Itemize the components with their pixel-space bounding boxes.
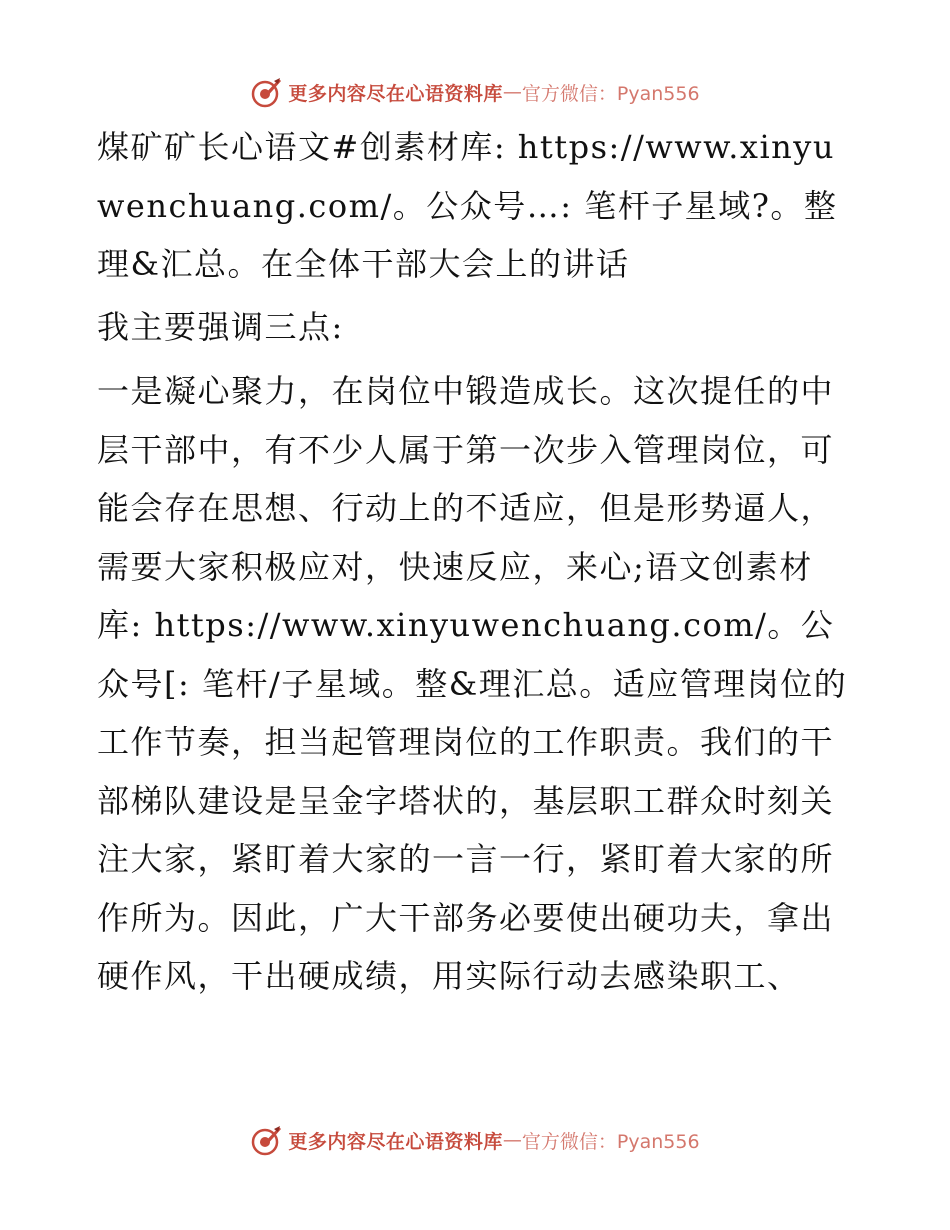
document-body (97, 118, 857, 1006)
watermark-separator: — (502, 1129, 522, 1151)
footer-watermark (0, 1120, 950, 1160)
quill-logo-icon (250, 75, 284, 109)
watermark-separator: — (502, 81, 522, 103)
quill-logo-icon (250, 1123, 284, 1157)
header-watermark (0, 72, 950, 112)
watermark-title: 更多内容尽在心语资料库 (288, 1130, 503, 1153)
watermark-contact: 官方微信：Pyan556 (521, 1130, 700, 1153)
paragraph-point-one: 一是凝心聚力，在岗位中锻造成长。这次提任的中层干部中，有不少人属于第一次步入管理岗位，可能会存在思想、行动上的不适应，但是形势逼人，需要大家积极应对，快速反应，来心;语文创素材库: https://www.xinyuwenchuang.com/。公众号[: 笔杆/子星域。整&理汇总。适应管理岗位的工作节奏，担当起管理岗位的工作职责。我们的干部梯队建设是呈金字塔状的，基层职工群众时刻关注大家，紧盯着大家的一言一行，紧盯着大家的所作所为。因此，广大干部务必要使出硬功夫，拿出硬作风，干出硬成绩，用实际行动去感染职工、 (97, 372, 848, 995)
paragraph-intro: 煤矿矿长心语文#创素材库: https://www.xinyuwenchuang.com/。公众号…: 笔杆子星域?。整理&汇总。在全体干部大会上的讲话 (97, 128, 838, 283)
paragraph-three-points: 我主要强调三点: (97, 307, 344, 346)
watermark-title: 更多内容尽在心语资料库 (288, 82, 503, 105)
watermark-contact: 官方微信：Pyan556 (521, 82, 700, 105)
